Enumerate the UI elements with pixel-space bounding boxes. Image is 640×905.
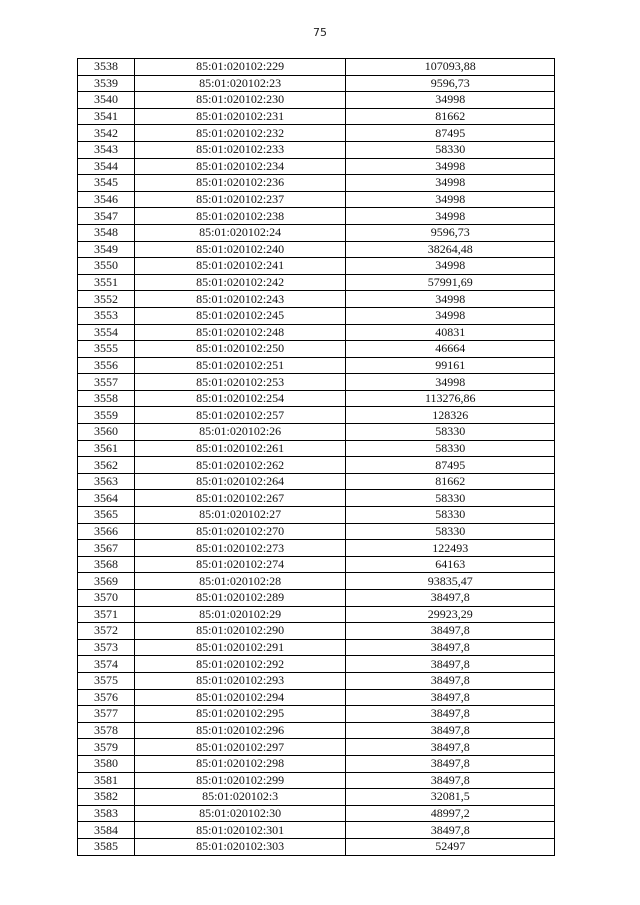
- cadastral-number-cell: 85:01:020102:297: [134, 739, 346, 756]
- cadastral-number-cell: 85:01:020102:254: [134, 390, 346, 407]
- row-number-cell: 3542: [78, 125, 135, 142]
- table-row: [78, 789, 555, 806]
- parcel-table: [77, 58, 555, 856]
- page-number: 75: [313, 26, 327, 39]
- row-number-cell: 3574: [78, 656, 135, 673]
- table-row: [78, 457, 555, 474]
- cadastral-number-cell: 85:01:020102:264: [134, 473, 346, 490]
- value-cell: 122493: [346, 540, 555, 557]
- cadastral-number-cell: 85:01:020102:243: [134, 291, 346, 308]
- cadastral-number-cell: 85:01:020102:237: [134, 191, 346, 208]
- value-cell: 113276,86: [346, 390, 555, 407]
- value-cell: 93835,47: [346, 573, 555, 590]
- cadastral-number-cell: 85:01:020102:296: [134, 722, 346, 739]
- cadastral-number-cell: 85:01:020102:262: [134, 457, 346, 474]
- row-number-cell: 3564: [78, 490, 135, 507]
- table-row: [78, 307, 555, 324]
- row-number-cell: 3550: [78, 258, 135, 275]
- cadastral-number-cell: 85:01:020102:270: [134, 523, 346, 540]
- value-cell: 38497,8: [346, 739, 555, 756]
- cadastral-number-cell: 85:01:020102:232: [134, 125, 346, 142]
- cadastral-number-cell: 85:01:020102:257: [134, 407, 346, 424]
- value-cell: 38497,8: [346, 639, 555, 656]
- value-cell: 34998: [346, 191, 555, 208]
- value-cell: 38497,8: [346, 656, 555, 673]
- value-cell: 107093,88: [346, 59, 555, 76]
- row-number-cell: 3567: [78, 540, 135, 557]
- cadastral-number-cell: 85:01:020102:29: [134, 606, 346, 623]
- row-number-cell: 3546: [78, 191, 135, 208]
- value-cell: 38497,8: [346, 772, 555, 789]
- cadastral-number-cell: 85:01:020102:27: [134, 507, 346, 524]
- table-row: [78, 590, 555, 607]
- row-number-cell: 3585: [78, 838, 135, 855]
- value-cell: 34998: [346, 175, 555, 192]
- cadastral-number-cell: 85:01:020102:229: [134, 59, 346, 76]
- value-cell: 34998: [346, 374, 555, 391]
- cadastral-number-cell: 85:01:020102:303: [134, 838, 346, 855]
- table-row: [78, 722, 555, 739]
- row-number-cell: 3584: [78, 822, 135, 839]
- row-number-cell: 3570: [78, 590, 135, 607]
- value-cell: 58330: [346, 424, 555, 441]
- table-row: [78, 357, 555, 374]
- row-number-cell: 3568: [78, 556, 135, 573]
- cadastral-number-cell: 85:01:020102:299: [134, 772, 346, 789]
- value-cell: 38497,8: [346, 755, 555, 772]
- table-row: [78, 424, 555, 441]
- row-number-cell: 3563: [78, 473, 135, 490]
- cadastral-number-cell: 85:01:020102:293: [134, 672, 346, 689]
- row-number-cell: 3579: [78, 739, 135, 756]
- table-row: [78, 523, 555, 540]
- row-number-cell: 3560: [78, 424, 135, 441]
- value-cell: 9596,73: [346, 224, 555, 241]
- table-row: [78, 407, 555, 424]
- cadastral-number-cell: 85:01:020102:267: [134, 490, 346, 507]
- row-number-cell: 3577: [78, 706, 135, 723]
- value-cell: 34998: [346, 307, 555, 324]
- value-cell: 52497: [346, 838, 555, 855]
- table-row: [78, 191, 555, 208]
- cadastral-number-cell: 85:01:020102:301: [134, 822, 346, 839]
- cadastral-number-cell: 85:01:020102:273: [134, 540, 346, 557]
- row-number-cell: 3541: [78, 108, 135, 125]
- table-row: [78, 108, 555, 125]
- cadastral-number-cell: 85:01:020102:241: [134, 258, 346, 275]
- value-cell: 46664: [346, 341, 555, 358]
- cadastral-number-cell: 85:01:020102:248: [134, 324, 346, 341]
- table-body: [78, 59, 555, 856]
- table-row: [78, 556, 555, 573]
- table-row: [78, 689, 555, 706]
- row-number-cell: 3554: [78, 324, 135, 341]
- cadastral-number-cell: 85:01:020102:253: [134, 374, 346, 391]
- value-cell: 9596,73: [346, 75, 555, 92]
- cadastral-number-cell: 85:01:020102:295: [134, 706, 346, 723]
- value-cell: 38497,8: [346, 822, 555, 839]
- table-row: [78, 606, 555, 623]
- row-number-cell: 3578: [78, 722, 135, 739]
- cadastral-number-cell: 85:01:020102:289: [134, 590, 346, 607]
- value-cell: 58330: [346, 440, 555, 457]
- cadastral-number-cell: 85:01:020102:236: [134, 175, 346, 192]
- row-number-cell: 3547: [78, 208, 135, 225]
- table-row: [78, 573, 555, 590]
- value-cell: 99161: [346, 357, 555, 374]
- table-row: [78, 440, 555, 457]
- table-row: [78, 507, 555, 524]
- row-number-cell: 3555: [78, 341, 135, 358]
- value-cell: 48997,2: [346, 805, 555, 822]
- cadastral-number-cell: 85:01:020102:274: [134, 556, 346, 573]
- cadastral-number-cell: 85:01:020102:261: [134, 440, 346, 457]
- table-row: [78, 739, 555, 756]
- cadastral-number-cell: 85:01:020102:234: [134, 158, 346, 175]
- row-number-cell: 3581: [78, 772, 135, 789]
- table-row: [78, 838, 555, 855]
- value-cell: 38497,8: [346, 590, 555, 607]
- cadastral-number-cell: 85:01:020102:251: [134, 357, 346, 374]
- value-cell: 81662: [346, 108, 555, 125]
- table-row: [78, 158, 555, 175]
- value-cell: 87495: [346, 457, 555, 474]
- table-row: [78, 706, 555, 723]
- value-cell: 34998: [346, 158, 555, 175]
- table-row: [78, 125, 555, 142]
- value-cell: 32081,5: [346, 789, 555, 806]
- row-number-cell: 3557: [78, 374, 135, 391]
- cadastral-number-cell: 85:01:020102:294: [134, 689, 346, 706]
- row-number-cell: 3569: [78, 573, 135, 590]
- value-cell: 34998: [346, 291, 555, 308]
- value-cell: 38497,8: [346, 672, 555, 689]
- table-row: [78, 374, 555, 391]
- value-cell: 57991,69: [346, 274, 555, 291]
- table-row: [78, 59, 555, 76]
- table-row: [78, 390, 555, 407]
- value-cell: 58330: [346, 490, 555, 507]
- value-cell: 29923,29: [346, 606, 555, 623]
- row-number-cell: 3548: [78, 224, 135, 241]
- row-number-cell: 3583: [78, 805, 135, 822]
- value-cell: 38264,48: [346, 241, 555, 258]
- table-row: [78, 274, 555, 291]
- value-cell: 128326: [346, 407, 555, 424]
- value-cell: 34998: [346, 258, 555, 275]
- value-cell: 81662: [346, 473, 555, 490]
- table-row: [78, 822, 555, 839]
- table-row: [78, 639, 555, 656]
- cadastral-number-cell: 85:01:020102:240: [134, 241, 346, 258]
- cadastral-number-cell: 85:01:020102:298: [134, 755, 346, 772]
- row-number-cell: 3543: [78, 141, 135, 158]
- table-row: [78, 175, 555, 192]
- table-row: [78, 656, 555, 673]
- cadastral-number-cell: 85:01:020102:26: [134, 424, 346, 441]
- cadastral-number-cell: 85:01:020102:245: [134, 307, 346, 324]
- table-row: [78, 75, 555, 92]
- row-number-cell: 3576: [78, 689, 135, 706]
- table-row: [78, 224, 555, 241]
- row-number-cell: 3558: [78, 390, 135, 407]
- table-row: [78, 755, 555, 772]
- row-number-cell: 3559: [78, 407, 135, 424]
- row-number-cell: 3549: [78, 241, 135, 258]
- cadastral-number-cell: 85:01:020102:28: [134, 573, 346, 590]
- cadastral-number-cell: 85:01:020102:30: [134, 805, 346, 822]
- row-number-cell: 3573: [78, 639, 135, 656]
- value-cell: 38497,8: [346, 689, 555, 706]
- table-row: [78, 473, 555, 490]
- cadastral-number-cell: 85:01:020102:250: [134, 341, 346, 358]
- row-number-cell: 3580: [78, 755, 135, 772]
- table-row: [78, 258, 555, 275]
- cadastral-number-cell: 85:01:020102:290: [134, 623, 346, 640]
- row-number-cell: 3565: [78, 507, 135, 524]
- row-number-cell: 3571: [78, 606, 135, 623]
- table-row: [78, 490, 555, 507]
- row-number-cell: 3540: [78, 92, 135, 109]
- value-cell: 34998: [346, 208, 555, 225]
- row-number-cell: 3566: [78, 523, 135, 540]
- cadastral-number-cell: 85:01:020102:242: [134, 274, 346, 291]
- cadastral-number-cell: 85:01:020102:231: [134, 108, 346, 125]
- row-number-cell: 3539: [78, 75, 135, 92]
- value-cell: 87495: [346, 125, 555, 142]
- table-row: [78, 291, 555, 308]
- row-number-cell: 3544: [78, 158, 135, 175]
- row-number-cell: 3553: [78, 307, 135, 324]
- table-row: [78, 540, 555, 557]
- table-row: [78, 324, 555, 341]
- value-cell: 34998: [346, 92, 555, 109]
- table-row: [78, 241, 555, 258]
- value-cell: 58330: [346, 141, 555, 158]
- table-row: [78, 772, 555, 789]
- row-number-cell: 3545: [78, 175, 135, 192]
- cadastral-number-cell: 85:01:020102:24: [134, 224, 346, 241]
- cadastral-number-cell: 85:01:020102:292: [134, 656, 346, 673]
- value-cell: 58330: [346, 523, 555, 540]
- value-cell: 38497,8: [346, 706, 555, 723]
- value-cell: 64163: [346, 556, 555, 573]
- row-number-cell: 3561: [78, 440, 135, 457]
- table-row: [78, 141, 555, 158]
- table-row: [78, 623, 555, 640]
- cadastral-number-cell: 85:01:020102:233: [134, 141, 346, 158]
- value-cell: 58330: [346, 507, 555, 524]
- cadastral-number-cell: 85:01:020102:3: [134, 789, 346, 806]
- value-cell: 40831: [346, 324, 555, 341]
- table-row: [78, 92, 555, 109]
- cadastral-number-cell: 85:01:020102:23: [134, 75, 346, 92]
- value-cell: 38497,8: [346, 722, 555, 739]
- table-row: [78, 805, 555, 822]
- row-number-cell: 3572: [78, 623, 135, 640]
- cadastral-number-cell: 85:01:020102:230: [134, 92, 346, 109]
- row-number-cell: 3538: [78, 59, 135, 76]
- cadastral-number-cell: 85:01:020102:238: [134, 208, 346, 225]
- cadastral-number-cell: 85:01:020102:291: [134, 639, 346, 656]
- row-number-cell: 3552: [78, 291, 135, 308]
- row-number-cell: 3562: [78, 457, 135, 474]
- value-cell: 38497,8: [346, 623, 555, 640]
- row-number-cell: 3582: [78, 789, 135, 806]
- row-number-cell: 3551: [78, 274, 135, 291]
- table-row: [78, 208, 555, 225]
- row-number-cell: 3556: [78, 357, 135, 374]
- table-row: [78, 341, 555, 358]
- table-row: [78, 672, 555, 689]
- row-number-cell: 3575: [78, 672, 135, 689]
